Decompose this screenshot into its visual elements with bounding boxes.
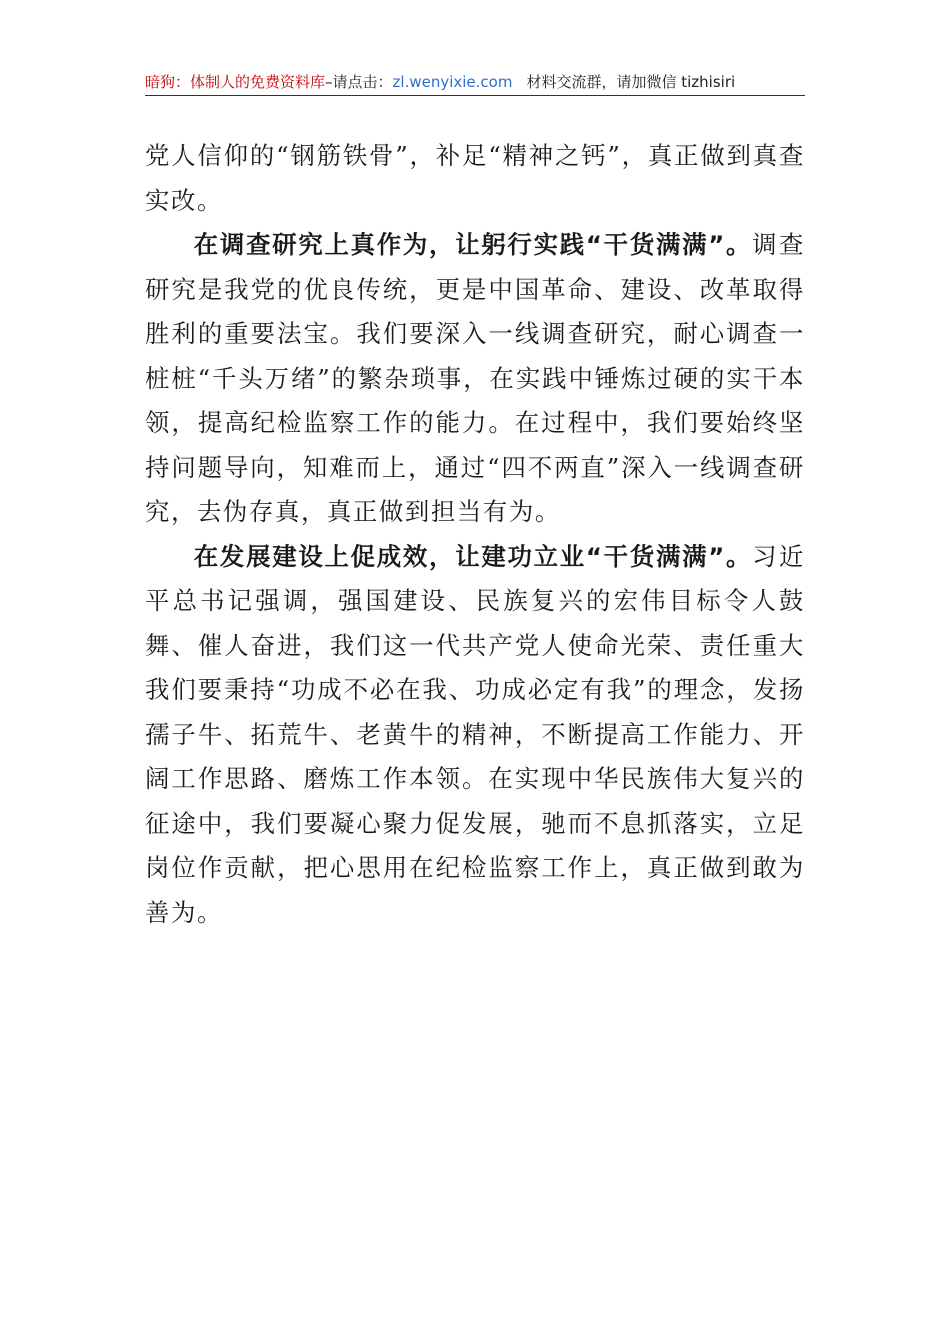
paragraph-heading: 在发展建设上促成效，让建功立业“干货满满”。 — [193, 541, 753, 571]
paragraph-body: 调查研究是我党的优良传统，更是中国革命、建设、改革取得胜利的重要法宝。我们要深入一线调查研究，耐心调查一桩桩“千头万绪”的繁杂琐事，在实践中锤炼过硬的实干本领，提高纪检监察工作的能力。在过程中，我们要始终坚持问题导向，知难而上，通过“四不两直”深入一线调查研究，去伪存真，真正做到担当有为。 — [145, 230, 805, 526]
header-divider — [145, 95, 805, 96]
header-wechat-note: 材料交流群，请加微信 tizhisiri — [526, 73, 736, 91]
header-brand: 暗狗：体制人的免费资料库 — [145, 73, 326, 91]
paragraph-research — [145, 223, 805, 535]
paragraph-body: 习近平总书记强调，强国建设、民族复兴的宏伟目标令人鼓舞、催人奋进，我们这一代共产党人使命光荣、责任重大我们要秉持“功成不必在我、功成必定有我”的理念，发扬孺子牛、拓荒牛、老黄牛的精神，不断提高工作能力、开阔工作思路、磨炼工作本领。在实现中华民族伟大复兴的征途中，我们要凝心聚力促发展，驰而不息抓落实，立足岗位作贡献，把心思用在纪检监察工作上，真正做到敢为善为。 — [145, 541, 805, 927]
header-prompt: –请点击： — [325, 73, 393, 91]
paragraph-continuation — [145, 134, 805, 223]
paragraph-development — [145, 535, 805, 936]
page-header — [145, 70, 805, 94]
header-site-link[interactable]: zl.wenyixie.com — [392, 73, 513, 91]
paragraph-body: 党人信仰的“钢筋铁骨”，补足“精神之钙”，真正做到真查实改。 — [145, 141, 805, 215]
document-body — [145, 134, 805, 935]
paragraph-heading: 在调查研究上真作为，让躬行实践“干货满满”。 — [193, 230, 753, 259]
